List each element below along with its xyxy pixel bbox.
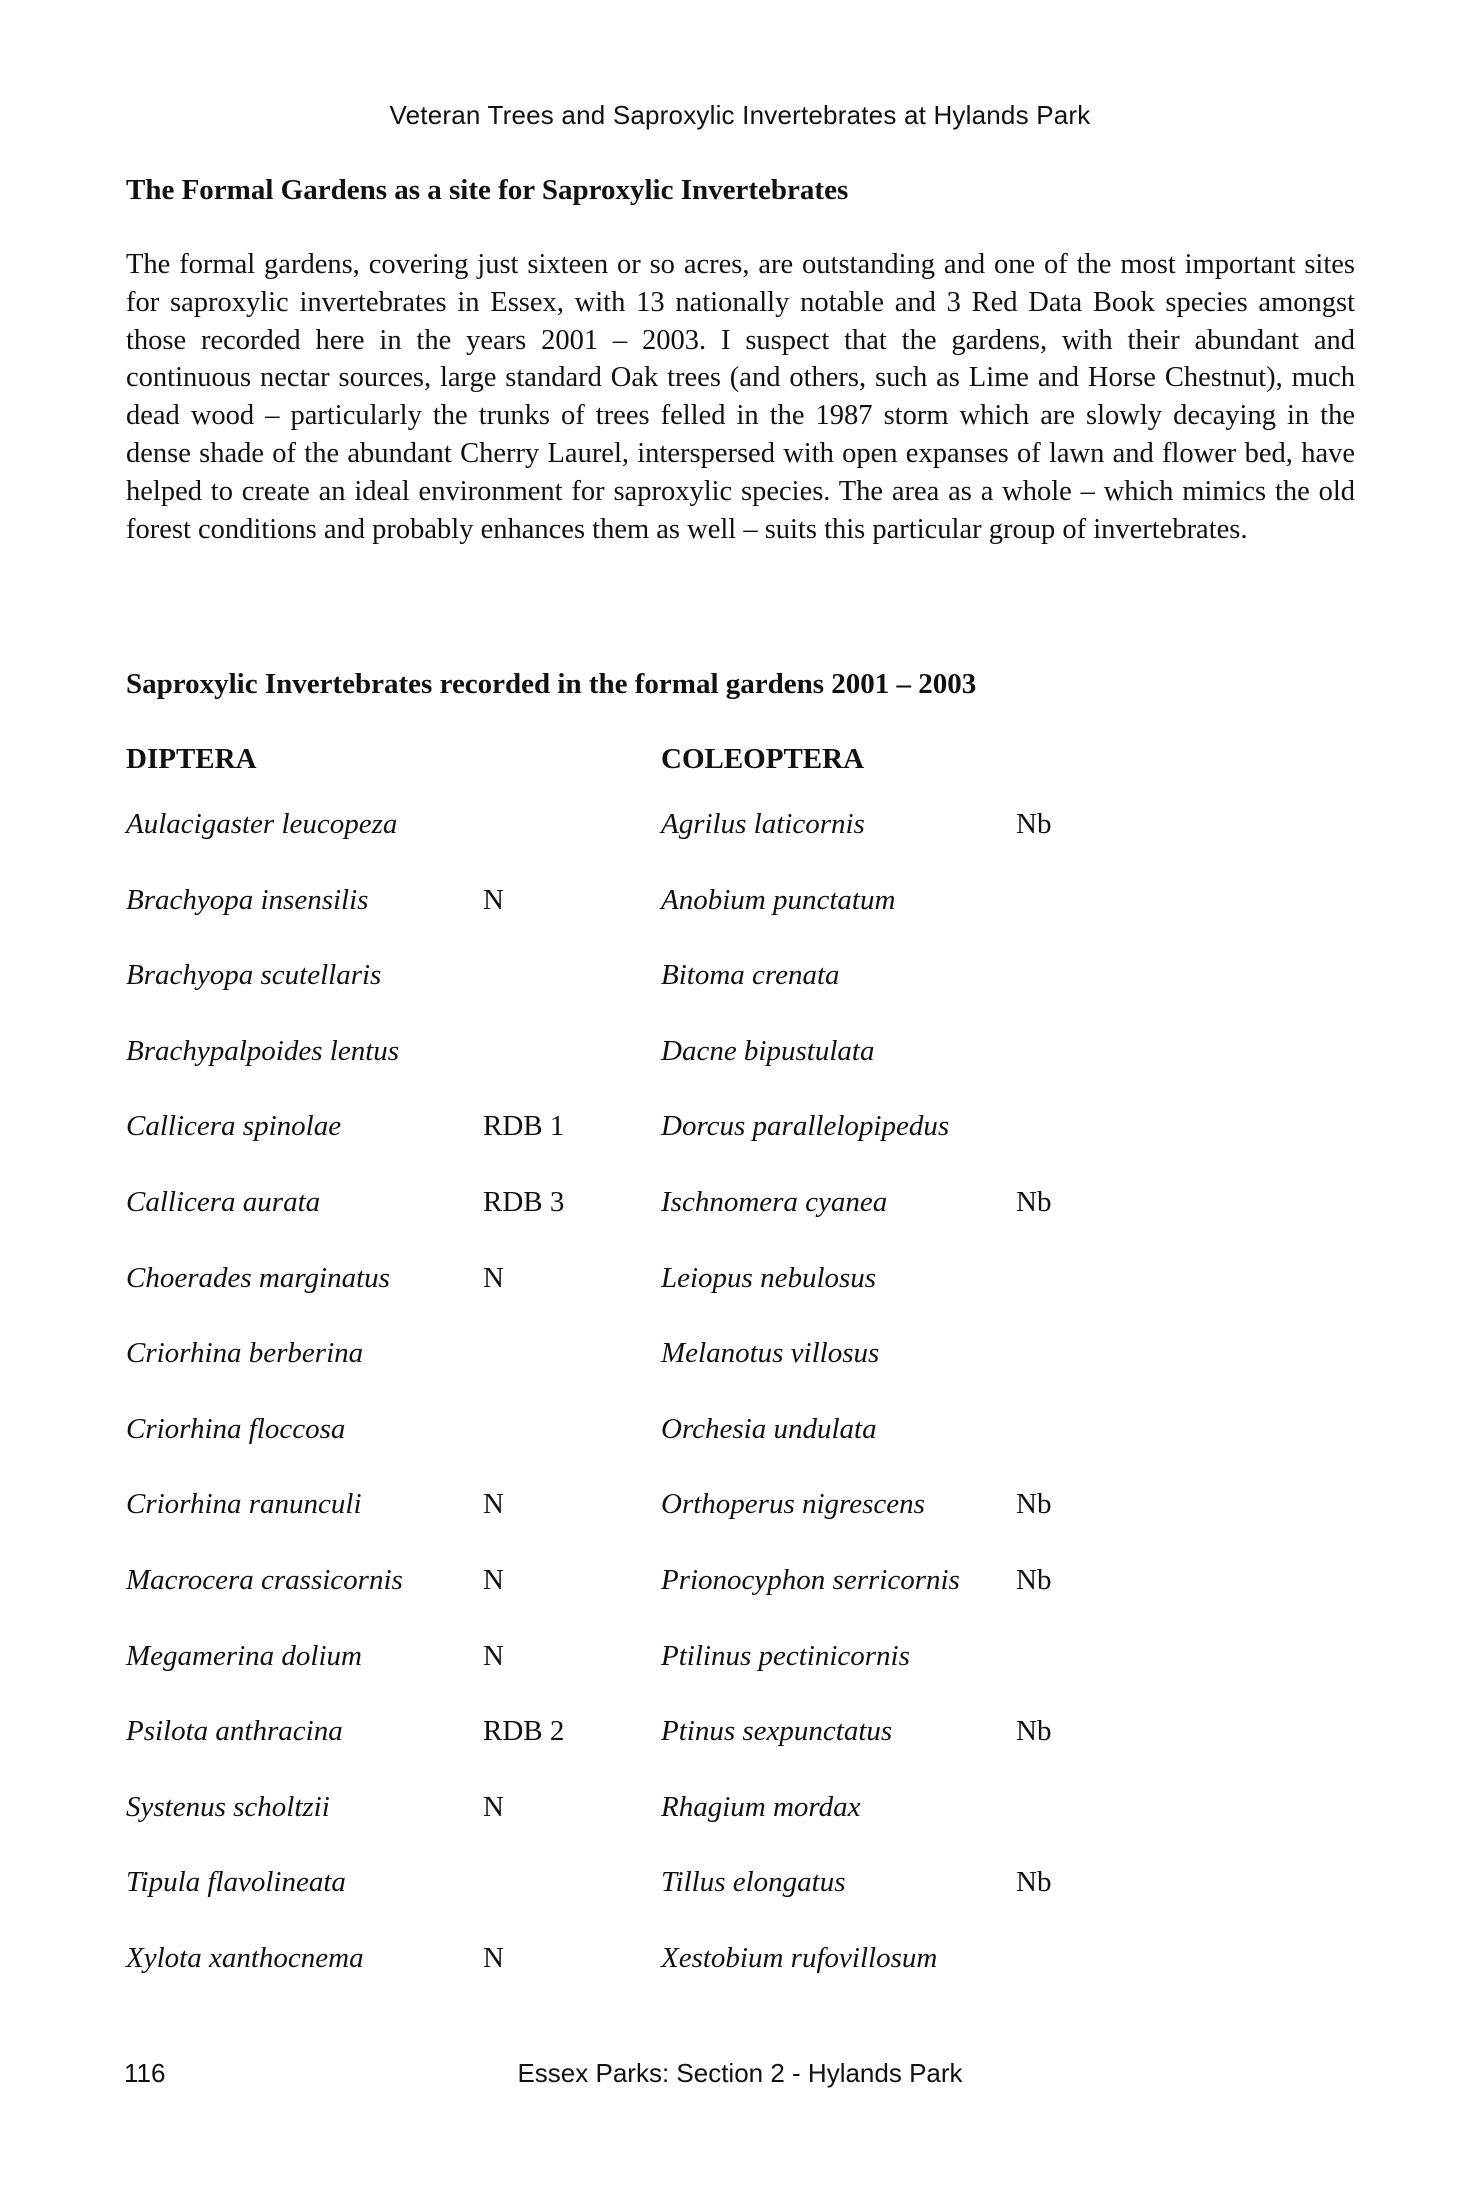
diptera-species: Psilota anthracina	[126, 1715, 343, 1748]
coleoptera-species: Orthoperus nigrescens	[661, 1488, 925, 1521]
diptera-status: N	[483, 1488, 504, 1521]
diptera-species: Systenus scholtzii	[126, 1790, 330, 1823]
diptera-status: N	[483, 1941, 504, 1974]
coleoptera-status: Nb	[1016, 1563, 1052, 1596]
coleoptera-status: Nb	[1016, 1715, 1052, 1748]
diptera-status: N	[483, 1639, 504, 1672]
species-row	[126, 1186, 1126, 1262]
coleoptera-species: Ptinus sexpunctatus	[661, 1715, 893, 1748]
diptera-column-heading: DIPTERA	[126, 743, 257, 775]
species-row	[126, 808, 1126, 884]
diptera-status: RDB 3	[483, 1185, 565, 1218]
species-row	[126, 1715, 1126, 1791]
coleoptera-species: Dorcus parallelopipedus	[661, 1110, 950, 1143]
diptera-species: Callicera spinolae	[126, 1110, 342, 1143]
section-heading: The Formal Gardens as a site for Saproxylic Invertebrates	[126, 174, 849, 206]
diptera-species: Brachypalpoides lentus	[126, 1034, 400, 1067]
species-row	[126, 884, 1126, 960]
coleoptera-species: Bitoma crenata	[661, 959, 840, 992]
coleoptera-status: Nb	[1016, 1185, 1052, 1218]
species-row	[126, 1488, 1126, 1564]
coleoptera-column-heading: COLEOPTERA	[661, 743, 865, 775]
coleoptera-species: Orchesia undulata	[661, 1412, 877, 1445]
diptera-status: N	[483, 883, 504, 916]
diptera-species: Aulacigaster leucopeza	[126, 808, 398, 840]
coleoptera-species: Tillus elongatus	[661, 1866, 846, 1899]
coleoptera-species: Ptilinus pectinicornis	[661, 1639, 910, 1672]
body-paragraph: The formal gardens, covering just sixteen or so acres, are outstanding and one of the most important sites for saproxylic invertebrates in Essex, with 13 nationally notable and 3 Red Data Book species amongst those recorded here in the years 2001 – 2003. I suspect that the gardens, with their abundant and continuous nectar sources, large standard Oak trees (and others, such as Lime and Horse Chestnut), much dead wood – particularly the trunks of trees felled in the 1987 storm which are slowly decaying in the dense shade of the abundant Cherry Laurel, interspersed with open expanses of lawn and flower bed, have helped to create an ideal environment for saproxylic species. The area as a whole – which mimics the old forest conditions and probably enhances them as well – suits this particular group of invertebrates.	[126, 249, 1355, 545]
diptera-species: Criorhina floccosa	[126, 1412, 346, 1445]
page-number: 116	[124, 2058, 166, 2088]
coleoptera-species: Prionocyphon serricornis	[661, 1563, 960, 1596]
footer-publication-title: Essex Parks: Section 2 - Hylands Park	[517, 2058, 963, 2088]
species-table	[126, 808, 1126, 2018]
coleoptera-species: Dacne bipustulata	[661, 1034, 875, 1067]
running-header: Veteran Trees and Saproxylic Invertebrates at Hylands Park	[389, 100, 1091, 130]
diptera-species: Megamerina dolium	[126, 1639, 362, 1672]
diptera-status: N	[483, 1790, 504, 1823]
diptera-species: Tipula flavolineata	[126, 1866, 346, 1899]
species-row	[126, 1564, 1126, 1640]
species-row	[126, 1110, 1126, 1186]
species-row	[126, 959, 1126, 1035]
coleoptera-species: Xestobium rufovillosum	[661, 1941, 938, 1974]
coleoptera-species: Leiopus nebulosus	[661, 1261, 877, 1294]
diptera-species: Xylota xanthocnema	[126, 1941, 364, 1974]
coleoptera-status: Nb	[1016, 1488, 1052, 1521]
diptera-species: Brachyopa insensilis	[126, 883, 369, 916]
diptera-species: Callicera aurata	[126, 1185, 321, 1218]
species-row	[126, 1640, 1126, 1716]
coleoptera-species: Melanotus villosus	[661, 1337, 880, 1370]
diptera-status: N	[483, 1563, 504, 1596]
coleoptera-species: Rhagium mordax	[661, 1790, 861, 1823]
diptera-status: RDB 2	[483, 1715, 565, 1748]
coleoptera-species: Anobium punctatum	[661, 883, 896, 916]
species-row	[126, 1035, 1126, 1111]
species-row	[126, 1791, 1126, 1867]
species-row	[126, 1866, 1126, 1942]
diptera-status: N	[483, 1261, 504, 1294]
table-heading: Saproxylic Invertebrates recorded in the formal gardens 2001 – 2003	[126, 668, 977, 700]
species-row	[126, 1262, 1126, 1338]
diptera-species: Criorhina berberina	[126, 1337, 364, 1370]
diptera-status: RDB 1	[483, 1110, 565, 1143]
diptera-species: Choerades marginatus	[126, 1261, 390, 1294]
diptera-species: Criorhina ranunculi	[126, 1488, 362, 1521]
coleoptera-status: Nb	[1016, 1866, 1052, 1899]
species-row	[126, 1337, 1126, 1413]
coleoptera-species: Ischnomera cyanea	[661, 1185, 888, 1218]
species-row	[126, 1413, 1126, 1489]
diptera-species: Brachyopa scutellaris	[126, 959, 382, 992]
coleoptera-species: Agrilus laticornis	[661, 808, 865, 840]
diptera-species: Macrocera crassicornis	[126, 1563, 403, 1596]
species-row	[126, 1942, 1126, 2018]
coleoptera-status: Nb	[1016, 808, 1052, 840]
